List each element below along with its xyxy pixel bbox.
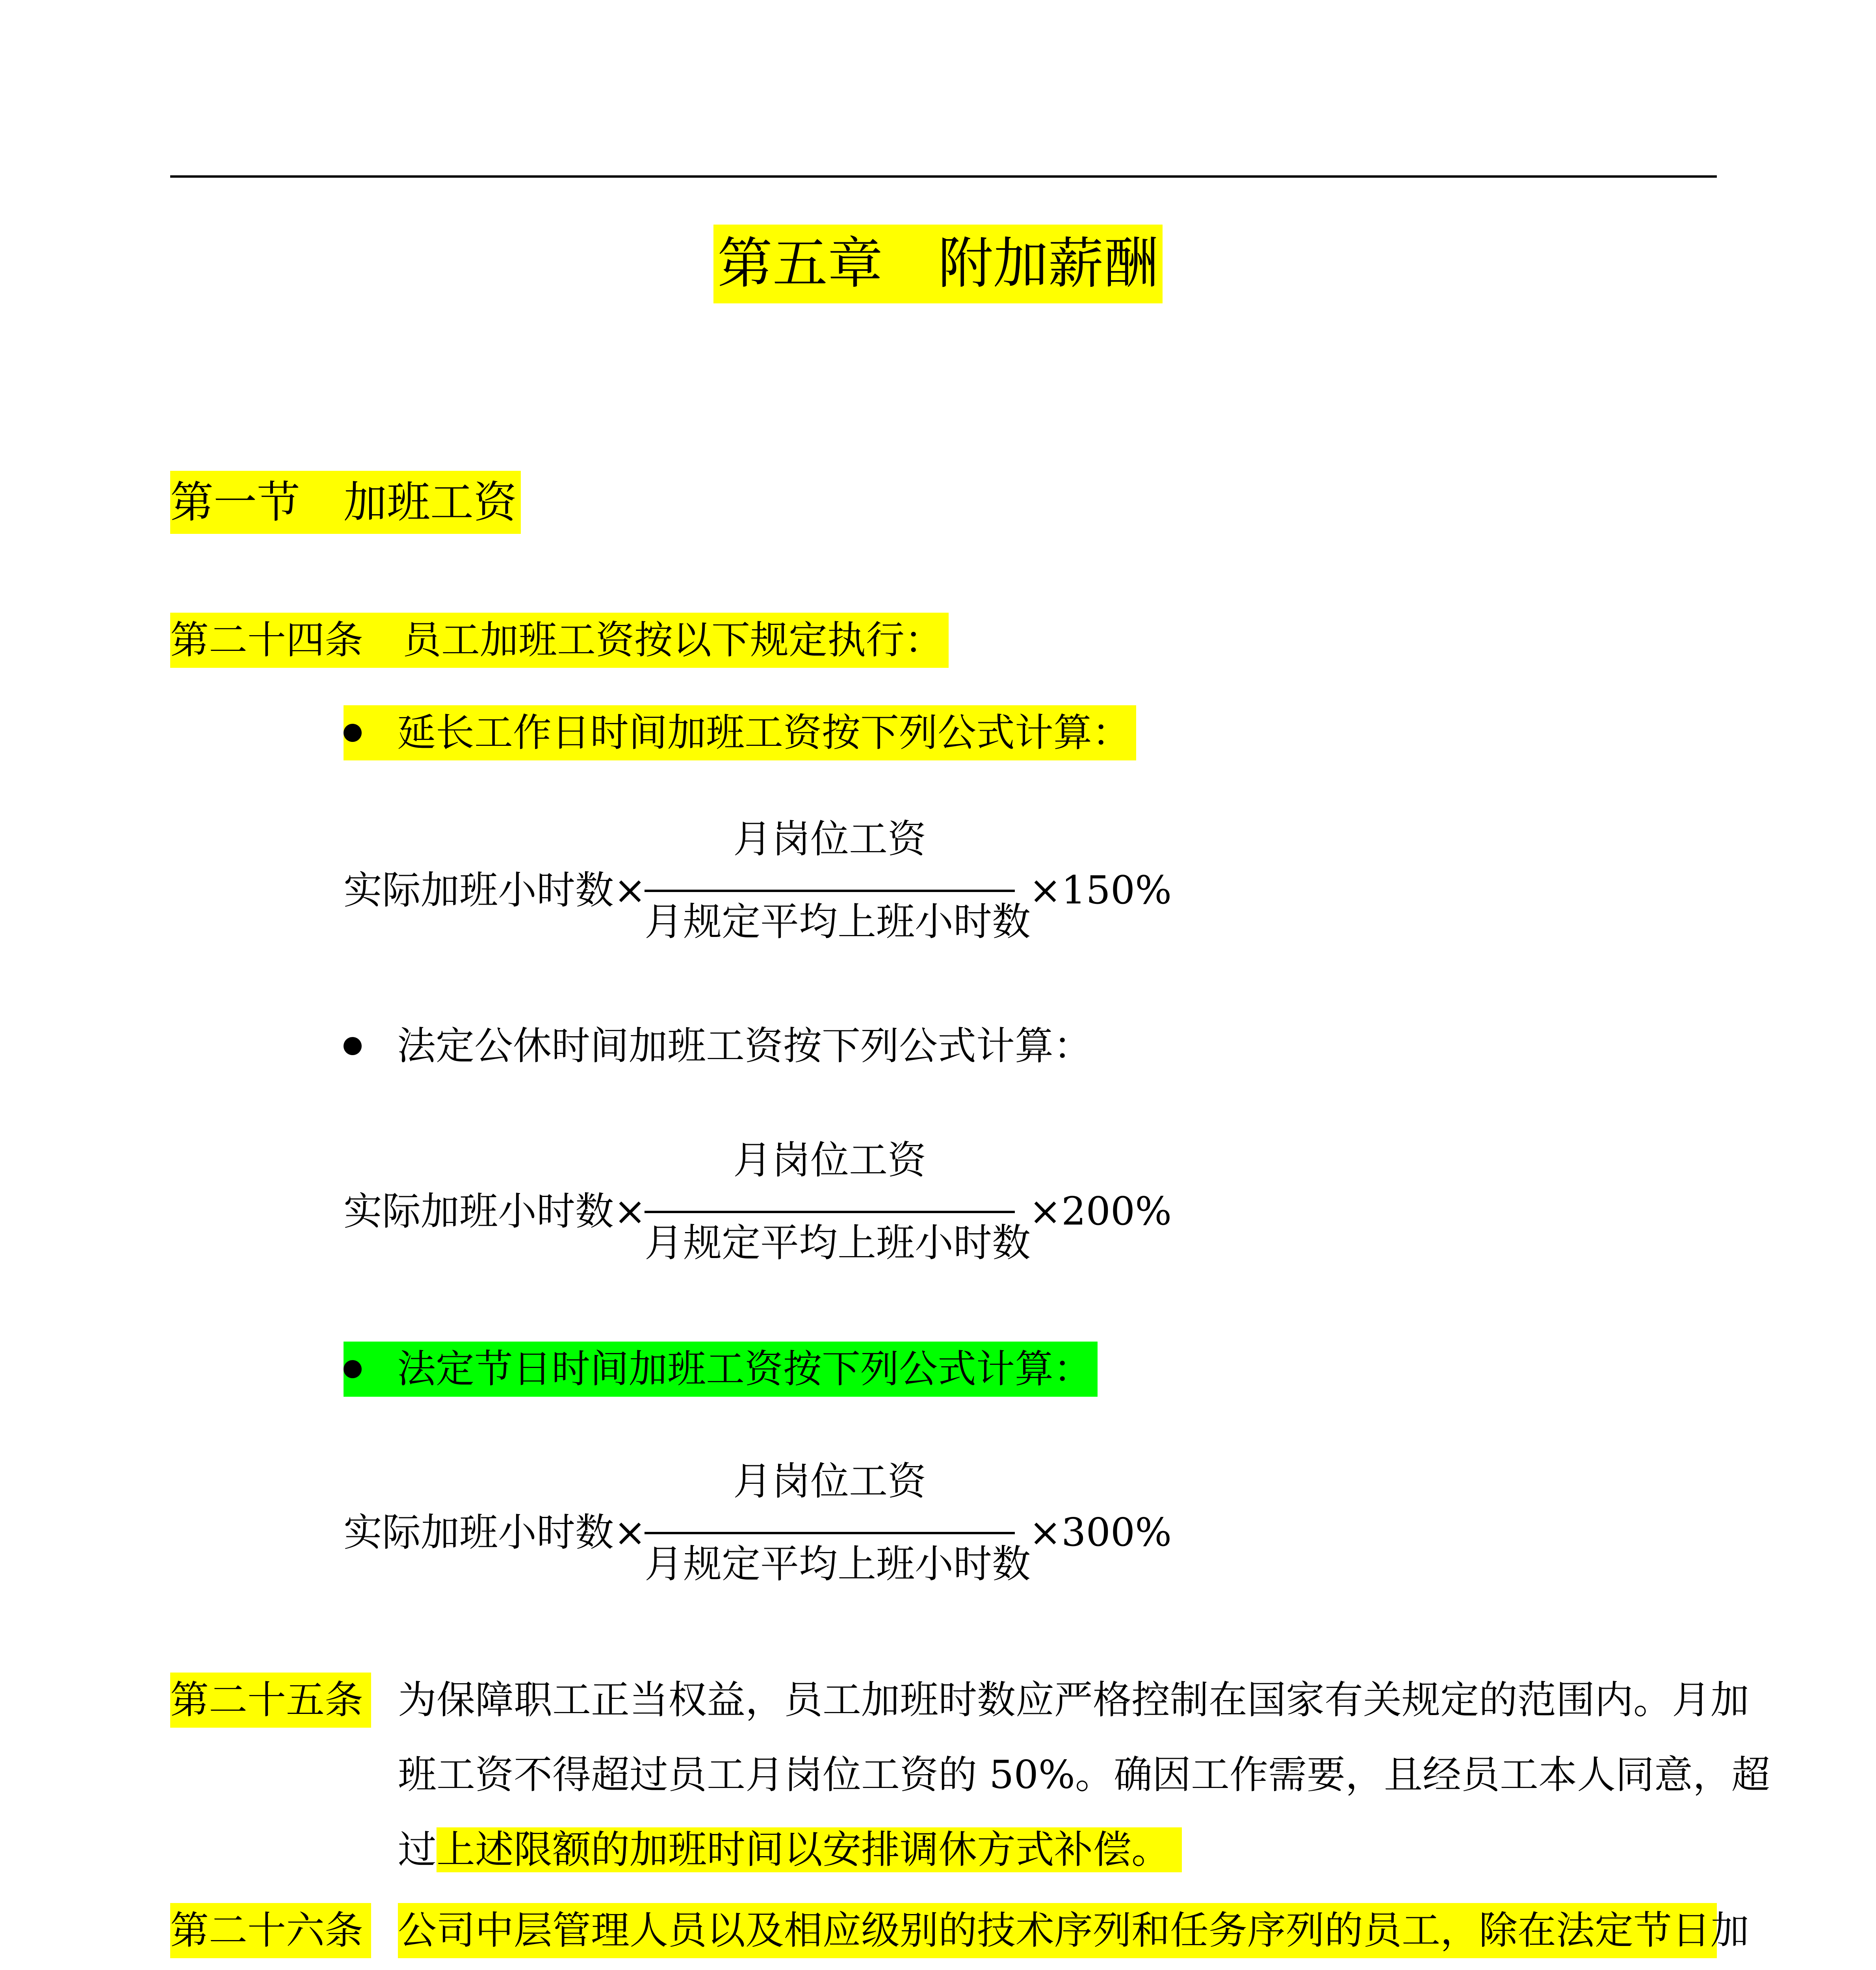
article-26 (170, 1903, 1750, 1970)
article-26-line-1: 公司中层管理人员以及相应级别的技术序列和任务序列的员工，除在法定节日加 (398, 1903, 1717, 1958)
formula-numerator: 月岗位工资 (733, 1459, 926, 1504)
fraction-bar (645, 890, 1015, 892)
formula-prefix: 实际加班小时数× (344, 1189, 646, 1234)
bullet-dot-icon (344, 724, 362, 742)
formula-suffix: ×200% (1029, 1189, 1172, 1234)
article-25-line-3-start: 过 (398, 1827, 437, 1872)
article-25-line-3-highlight: 上述限额的加班时间以安排调休方式补偿。 (436, 1827, 1182, 1872)
chapter-title-text: 第五章 附加薪酬 (713, 225, 1163, 303)
bullet-item-3 (344, 1342, 1098, 1397)
bullet-text: 延长工作日时间加班工资按下列公式计算： (397, 710, 1131, 755)
article-25-label: 第二十五条 (170, 1673, 371, 1728)
bullet-text: 法定公休时间加班工资按下列公式计算： (397, 1024, 1092, 1069)
bullet-text: 法定节日时间加班工资按下列公式计算： (397, 1347, 1092, 1392)
bullet-item-1 (344, 705, 1136, 760)
formula-1 (344, 812, 1289, 969)
formula-3 (344, 1454, 1289, 1611)
formula-denominator: 月规定平均上班小时数 (645, 1542, 1031, 1587)
chapter-title (0, 225, 1876, 303)
article-24-text: 员工加班工资按以下规定执行： (403, 618, 944, 663)
article-26-label: 第二十六条 (170, 1903, 371, 1958)
formula-denominator: 月规定平均上班小时数 (645, 900, 1031, 944)
formula-prefix: 实际加班小时数× (344, 868, 646, 913)
formula-suffix: ×300% (1029, 1510, 1172, 1555)
fraction-bar (645, 1532, 1015, 1534)
formula-numerator: 月岗位工资 (733, 817, 926, 862)
formula-numerator: 月岗位工资 (733, 1138, 926, 1183)
article-25-line-1: 为保障职工正当权益，员工加班时数应严格控制在国家有关规定的范围内。月加 (398, 1678, 1750, 1723)
article-25-line-3 (398, 1822, 1717, 1877)
section-title: 第一节 加班工资 (170, 471, 521, 534)
formula-denominator: 月规定平均上班小时数 (645, 1221, 1031, 1266)
article-25 (170, 1673, 1770, 1893)
header-rule (170, 175, 1717, 178)
formula-prefix: 实际加班小时数× (344, 1510, 646, 1555)
article-24 (170, 613, 949, 668)
fraction-bar (645, 1211, 1015, 1213)
article-25-line-2: 班工资不得超过员工月岗位工资的 50%。确因工作需要，且经员工本人同意，超 (398, 1753, 1770, 1797)
formula-2 (344, 1133, 1289, 1290)
bullet-item-2 (344, 1018, 1092, 1074)
article-24-label: 第二十四条 (170, 618, 364, 663)
formula-suffix: ×150% (1029, 868, 1172, 913)
bullet-dot-icon (344, 1360, 362, 1378)
bullet-dot-icon (344, 1037, 362, 1055)
